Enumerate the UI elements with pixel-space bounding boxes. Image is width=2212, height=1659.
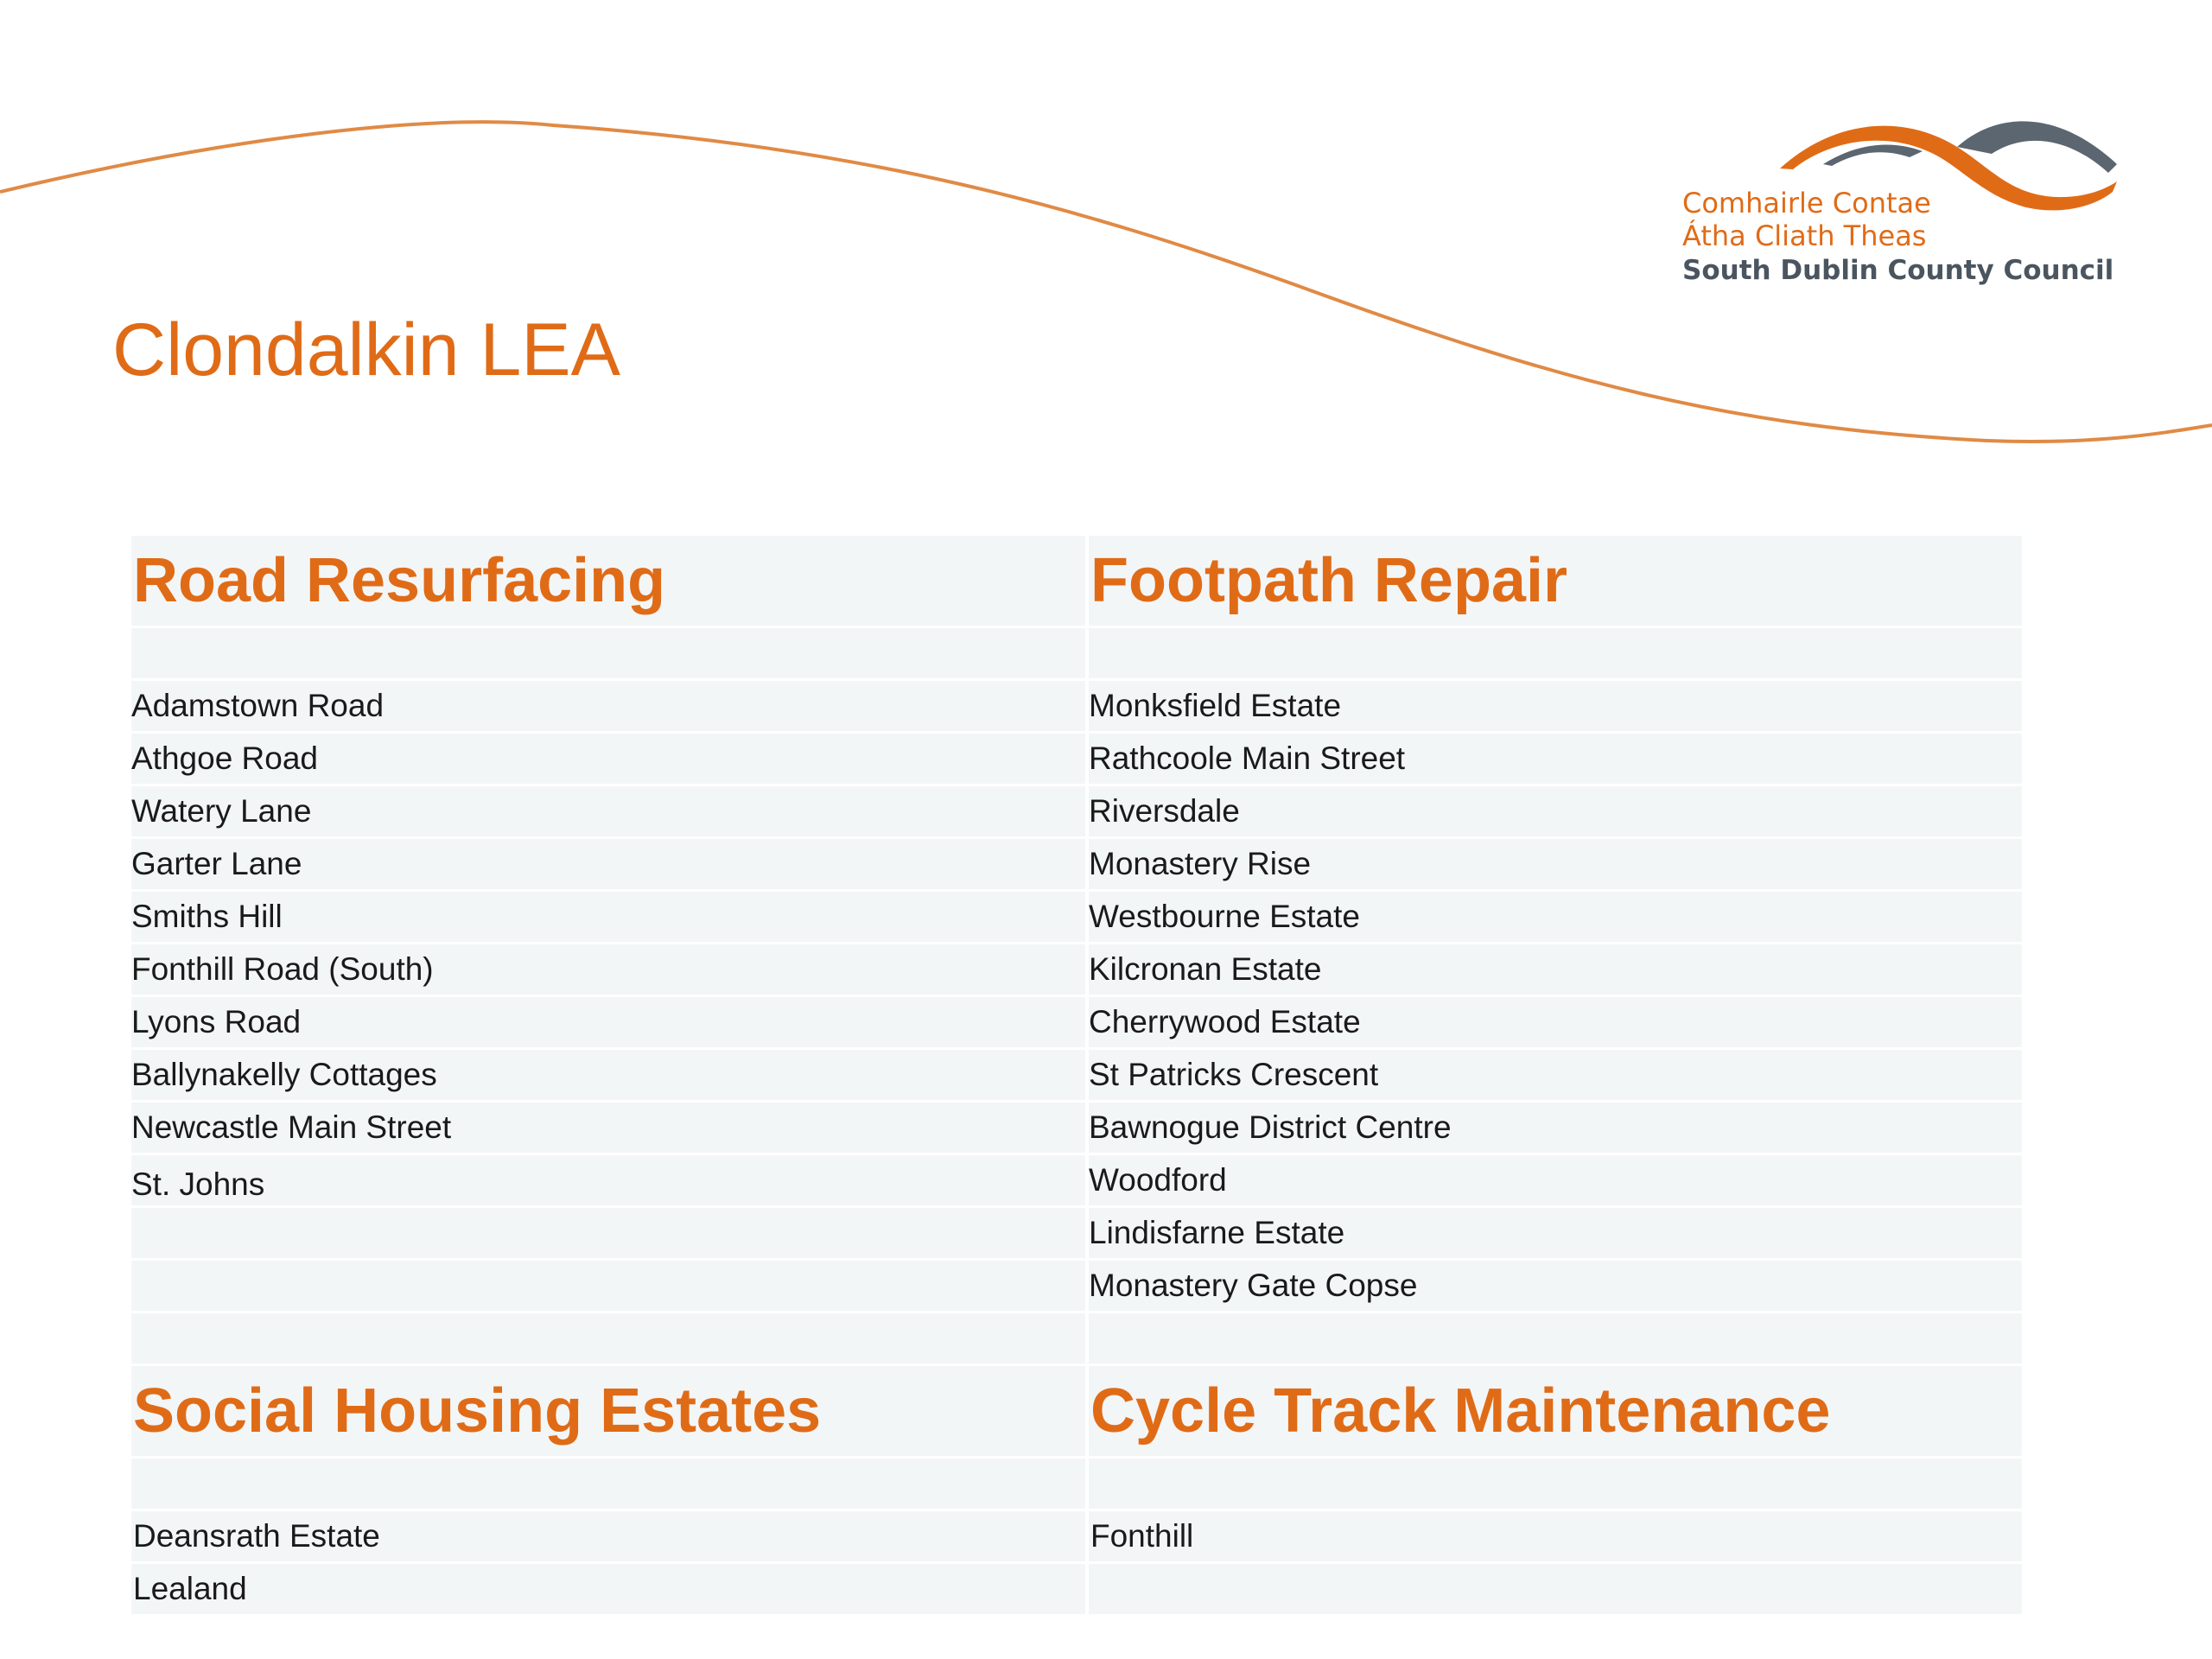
spacer-row (131, 628, 1085, 678)
list-item (1089, 1103, 2022, 1153)
list-item-text: Bawnogue District Centre (1089, 1109, 1452, 1145)
list-item-text: Athgoe Road (131, 741, 319, 776)
list-item-text: Lealand (133, 1571, 247, 1606)
list-item-text: Lyons Road (131, 1004, 302, 1039)
list-item (1089, 839, 2022, 889)
list-item-text: Cherrywood Estate (1089, 1004, 1361, 1039)
social-housing-estates-section-heading (131, 1366, 1085, 1456)
spacer-row (131, 1313, 1085, 1363)
list-item-text: Garter Lane (131, 846, 302, 881)
list-item (1089, 734, 2022, 784)
spacer-row (1089, 1459, 2022, 1509)
list-item-text: Riversdale (1089, 793, 1240, 829)
page-title: Clondalkin LEA (112, 308, 621, 391)
list-item-text: Westbourne Estate (1089, 899, 1360, 934)
left-column (131, 536, 1085, 1617)
spacer-row (1089, 1313, 2022, 1363)
list-item (1089, 1261, 2022, 1311)
section-title: Social Housing Estates (133, 1376, 822, 1446)
list-item (131, 1155, 1085, 1205)
list-item-text: Ballynakelly Cottages (131, 1057, 437, 1092)
list-item-text: Fonthill (1090, 1518, 1194, 1554)
list-item-text: Monksfield Estate (1089, 688, 1342, 723)
list-item-text: Adamstown Road (131, 688, 385, 723)
spacer-row (131, 1208, 1085, 1258)
list-item-text: Newcastle Main Street (131, 1109, 452, 1145)
list-item (131, 734, 1085, 784)
list-item (131, 1103, 1085, 1153)
footpath-repair-section-heading (1089, 536, 2022, 626)
list-item (131, 892, 1085, 942)
list-item-text: Deansrath Estate (133, 1518, 380, 1554)
spacer-row (1089, 628, 2022, 678)
list-item (1089, 1511, 2022, 1561)
list-item-text: Woodford (1089, 1162, 1227, 1198)
section-title: Footpath Repair (1090, 546, 1567, 615)
logo-text-irish-line2: Átha Cliath Theas (1682, 219, 1927, 252)
list-item (131, 681, 1085, 731)
list-item (131, 1511, 1085, 1561)
list-item (131, 997, 1085, 1047)
spacer-row (131, 1261, 1085, 1311)
logo-text-irish-line1: Comhairle Contae (1682, 187, 1931, 219)
list-item (1089, 892, 2022, 942)
list-item (131, 1050, 1085, 1100)
cycle-track-maintenance-section-heading (1089, 1366, 2022, 1456)
right-column (1089, 536, 2022, 1617)
spacer-row (1089, 1564, 2022, 1614)
list-item (1089, 944, 2022, 995)
list-item (1089, 1208, 2022, 1258)
logo-text-english: South Dublin County Council (1682, 255, 2114, 286)
list-item-text: Monastery Rise (1089, 846, 1312, 881)
spacer-row (131, 1459, 1085, 1509)
list-item-text: Watery Lane (131, 793, 312, 829)
list-item-text: Fonthill Road (South) (131, 951, 434, 987)
list-item (1089, 786, 2022, 836)
list-item (1089, 681, 2022, 731)
list-item (1089, 1050, 2022, 1100)
list-item-text: St. Johns (131, 1166, 265, 1202)
council-logo (1676, 112, 2126, 302)
section-title: Road Resurfacing (133, 546, 666, 615)
section-title: Cycle Track Maintenance (1090, 1376, 1831, 1446)
list-item (131, 944, 1085, 995)
road-resurfacing-section-heading (131, 536, 1085, 626)
list-item-text: St Patricks Crescent (1089, 1057, 1379, 1092)
list-item (1089, 1155, 2022, 1205)
list-item-text: Rathcoole Main Street (1089, 741, 1406, 776)
list-item (131, 786, 1085, 836)
list-item (1089, 997, 2022, 1047)
list-item (131, 839, 1085, 889)
list-item-text: Kilcronan Estate (1089, 951, 1322, 987)
list-item-text: Smiths Hill (131, 899, 283, 934)
list-item-text: Lindisfarne Estate (1089, 1215, 1345, 1250)
list-item-text: Monastery Gate Copse (1089, 1268, 1418, 1303)
list-item (131, 1564, 1085, 1614)
